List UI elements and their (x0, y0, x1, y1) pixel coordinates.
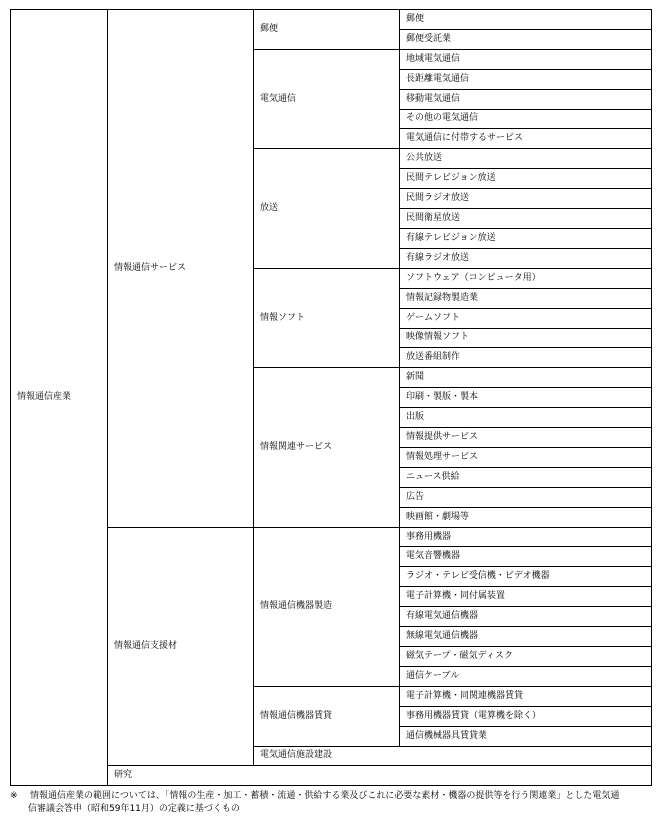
item-cell: 放送番組制作 (400, 348, 652, 368)
research-cell: 研究 (108, 766, 652, 786)
item-cell: 情報処理サービス (400, 447, 652, 467)
group-cell: 電気通信 (254, 49, 400, 149)
item-cell: 郵便受託業 (400, 29, 652, 49)
item-cell: 無線電気通信機器 (400, 627, 652, 647)
item-cell: ニュース供給 (400, 467, 652, 487)
item-cell: 電気通信に付帯するサービス (400, 129, 652, 149)
item-cell: 新聞 (400, 368, 652, 388)
item-cell: 有線ラジオ放送 (400, 248, 652, 268)
item-cell: 民間ラジオ放送 (400, 189, 652, 209)
item-cell: 情報記録物製造業 (400, 288, 652, 308)
industry-classification-table (10, 9, 652, 786)
item-cell: 情報提供サービス (400, 428, 652, 448)
item-cell: 長距離電気通信 (400, 69, 652, 89)
item-cell: 通信ケーブル (400, 666, 652, 686)
item-cell: ラジオ・テレビ受信機・ビデオ機器 (400, 567, 652, 587)
support-cell: 情報通信支援材 (108, 527, 254, 766)
construction-cell: 電気通信施設建設 (254, 746, 652, 766)
item-cell: 郵便 (400, 10, 652, 30)
item-cell: 印刷・製版・製本 (400, 388, 652, 408)
item-cell: 事務用機器 (400, 527, 652, 547)
footnote-line-2: 信審議会答申（昭和59年11月）の定義に基づくもの (28, 804, 240, 814)
item-cell: 広告 (400, 487, 652, 507)
item-cell: ソフトウェア（コンピュータ用） (400, 268, 652, 288)
footnote-line-1 (10, 790, 655, 803)
item-cell: 出版 (400, 408, 652, 428)
table-row (11, 527, 652, 547)
item-cell: 磁気テープ・磁気ディスク (400, 647, 652, 667)
group-cell: 情報通信機器製造 (254, 527, 400, 686)
item-cell: 映像情報ソフト (400, 328, 652, 348)
table-row (11, 766, 652, 786)
item-cell: 民間衛星放送 (400, 209, 652, 229)
item-cell: 移動電気通信 (400, 89, 652, 109)
footnote-text-1: 情報通信産業の範囲については、「情報の生産・加工・蓄積・流通・供給する業及びこれに必要な素材・機器の提供等を行う関連業」とした電気通 (30, 791, 620, 801)
group-cell: 郵便 (254, 10, 400, 50)
item-cell: 民間テレビジョン放送 (400, 169, 652, 189)
group-cell: 情報ソフト (254, 268, 400, 368)
services-cell: 情報通信サービス (108, 10, 254, 528)
item-cell: 地域電気通信 (400, 49, 652, 69)
item-cell: その他の電気通信 (400, 109, 652, 129)
industry-cell: 情報通信産業 (11, 10, 108, 786)
footnote-mark: ※ (10, 791, 18, 801)
item-cell: 映画館・劇場等 (400, 507, 652, 527)
item-cell: 電子計算機・同関連機器賃貸 (400, 686, 652, 706)
footnote (10, 790, 655, 816)
item-cell: 有線電気通信機器 (400, 607, 652, 627)
group-cell: 情報通信機器賃貸 (254, 686, 400, 746)
item-cell: 有線テレビジョン放送 (400, 228, 652, 248)
item-cell: 公共放送 (400, 149, 652, 169)
item-cell: 事務用機器賃貸（電算機を除く） (400, 706, 652, 726)
group-cell: 情報関連サービス (254, 368, 400, 527)
item-cell: 通信機械器具賃貸業 (400, 726, 652, 746)
item-cell: ゲームソフト (400, 308, 652, 328)
item-cell: 電気音響機器 (400, 547, 652, 567)
item-cell: 電子計算機・同付属装置 (400, 587, 652, 607)
table-row (11, 10, 652, 30)
group-cell: 放送 (254, 149, 400, 268)
